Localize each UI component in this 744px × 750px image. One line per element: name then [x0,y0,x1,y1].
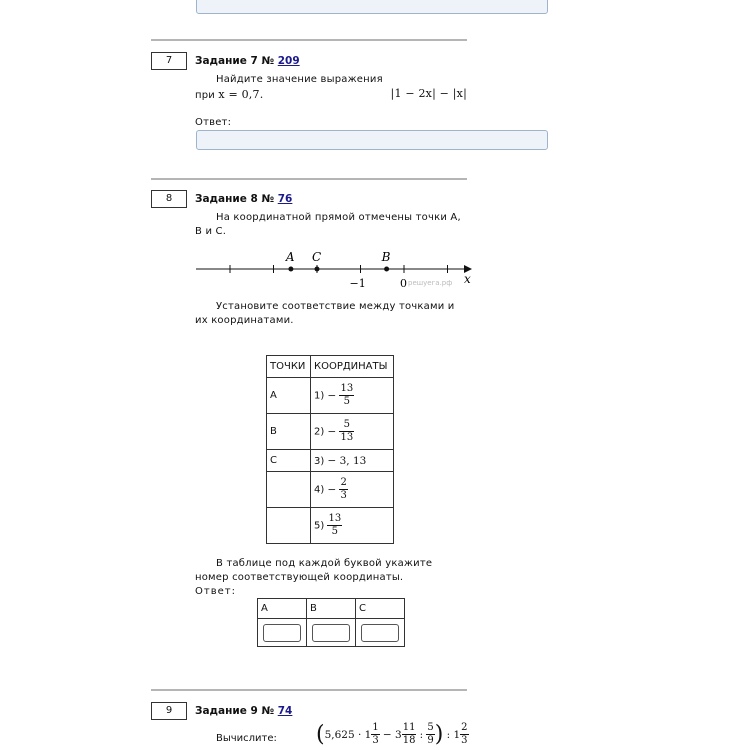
table-coordinate-cell: 4) − $\frac{2}{3}$ [311,472,394,508]
task-number-box: 7 [151,52,187,70]
point-label-b: B [381,250,391,264]
condition-value: x = 0,7. [218,88,264,101]
task-id-link[interactable]: 74 [277,705,293,717]
table-coordinate-cell: 5) $\frac{13}{5}$ [311,508,394,544]
table-point-cell [267,472,311,508]
task-separator [151,689,467,691]
task-number-box: 9 [151,702,187,720]
point-label-c: C [312,250,322,264]
table-header-points: ТОЧКИ [267,356,311,378]
previous-answer-input[interactable] [196,0,548,14]
answer-cell-a [258,619,307,647]
point-marker-c [315,267,320,272]
watermark: решуега.рф [408,279,453,287]
points-coordinates-table [266,355,394,544]
task-9-text: Вычислите: [216,733,277,744]
task-8-title [195,193,292,205]
table-header-coordinates: КООРДИНАТЫ [311,356,394,378]
answer-cell-c [356,619,405,647]
answer-column-header: B [307,599,356,619]
axis-label: x [464,272,471,286]
table-coordinate-cell: 2) − $\frac{5}{13}$ [311,414,394,450]
task-8-instruction: В таблице под каждой буквой укажите номер соответствующей координаты. [195,558,433,583]
table-coordinate-cell: 3) − 3, 13 [311,450,394,472]
answer-column-header: C [356,599,405,619]
point-marker-b [384,267,389,272]
statement-text: Найдите значение выражения [216,74,383,85]
table-point-cell [267,508,311,544]
task-separator [151,178,467,180]
number-line-points [285,250,391,272]
task-title-prefix: Задание 7 № [195,55,278,67]
condition-text: при [195,90,215,101]
task-7-condition [195,88,467,103]
answer-label: Ответ: [195,117,232,128]
task-9-expression: (5,625 · 1 $\frac{1}{3}$ − 3 $\frac{11}{18}$ : $\frac{5}{9}$ ) : 1 $\frac{2}{3}$ [316,721,468,747]
tick-label: 0 [400,277,407,290]
point-label-a: A [285,250,295,264]
task-id-link[interactable]: 76 [277,193,293,205]
number-line [190,245,480,293]
table-coordinate-cell: 1) − $\frac{13}{5}$ [311,378,394,414]
point-marker-a [288,267,293,272]
task-9-title [195,705,292,717]
task-8-match-text: Установите соответствие между точками и их координатами. [195,301,455,326]
task-id-link[interactable]: 209 [277,55,300,67]
tick-label: −1 [349,277,366,290]
task-title-prefix: Задание 9 № [195,705,278,717]
task-7-title [195,55,300,67]
table-point-cell: C [267,450,311,472]
task-number-box: 8 [151,190,187,208]
answer-column-header: A [258,599,307,619]
table-point-cell: B [267,414,311,450]
answer-cell-b [307,619,356,647]
answer-grid [257,598,405,647]
paren-right: ) [434,721,444,747]
answer-input-b[interactable] [312,624,350,642]
table-point-cell: A [267,378,311,414]
answer-label: Ответ: [195,586,236,597]
task-separator [151,39,467,41]
task-7-answer-input[interactable] [196,130,548,150]
answer-input-a[interactable] [263,624,301,642]
number-line-tick-labels [350,277,408,290]
task-title-prefix: Задание 8 № [195,193,278,205]
task-8-intro: На координатной прямой отмечены точки A, B и C. [195,212,461,237]
answer-input-c[interactable] [361,624,399,642]
expression: |1 − 2x| − |x| [390,87,467,100]
paren-left: ( [316,721,325,747]
